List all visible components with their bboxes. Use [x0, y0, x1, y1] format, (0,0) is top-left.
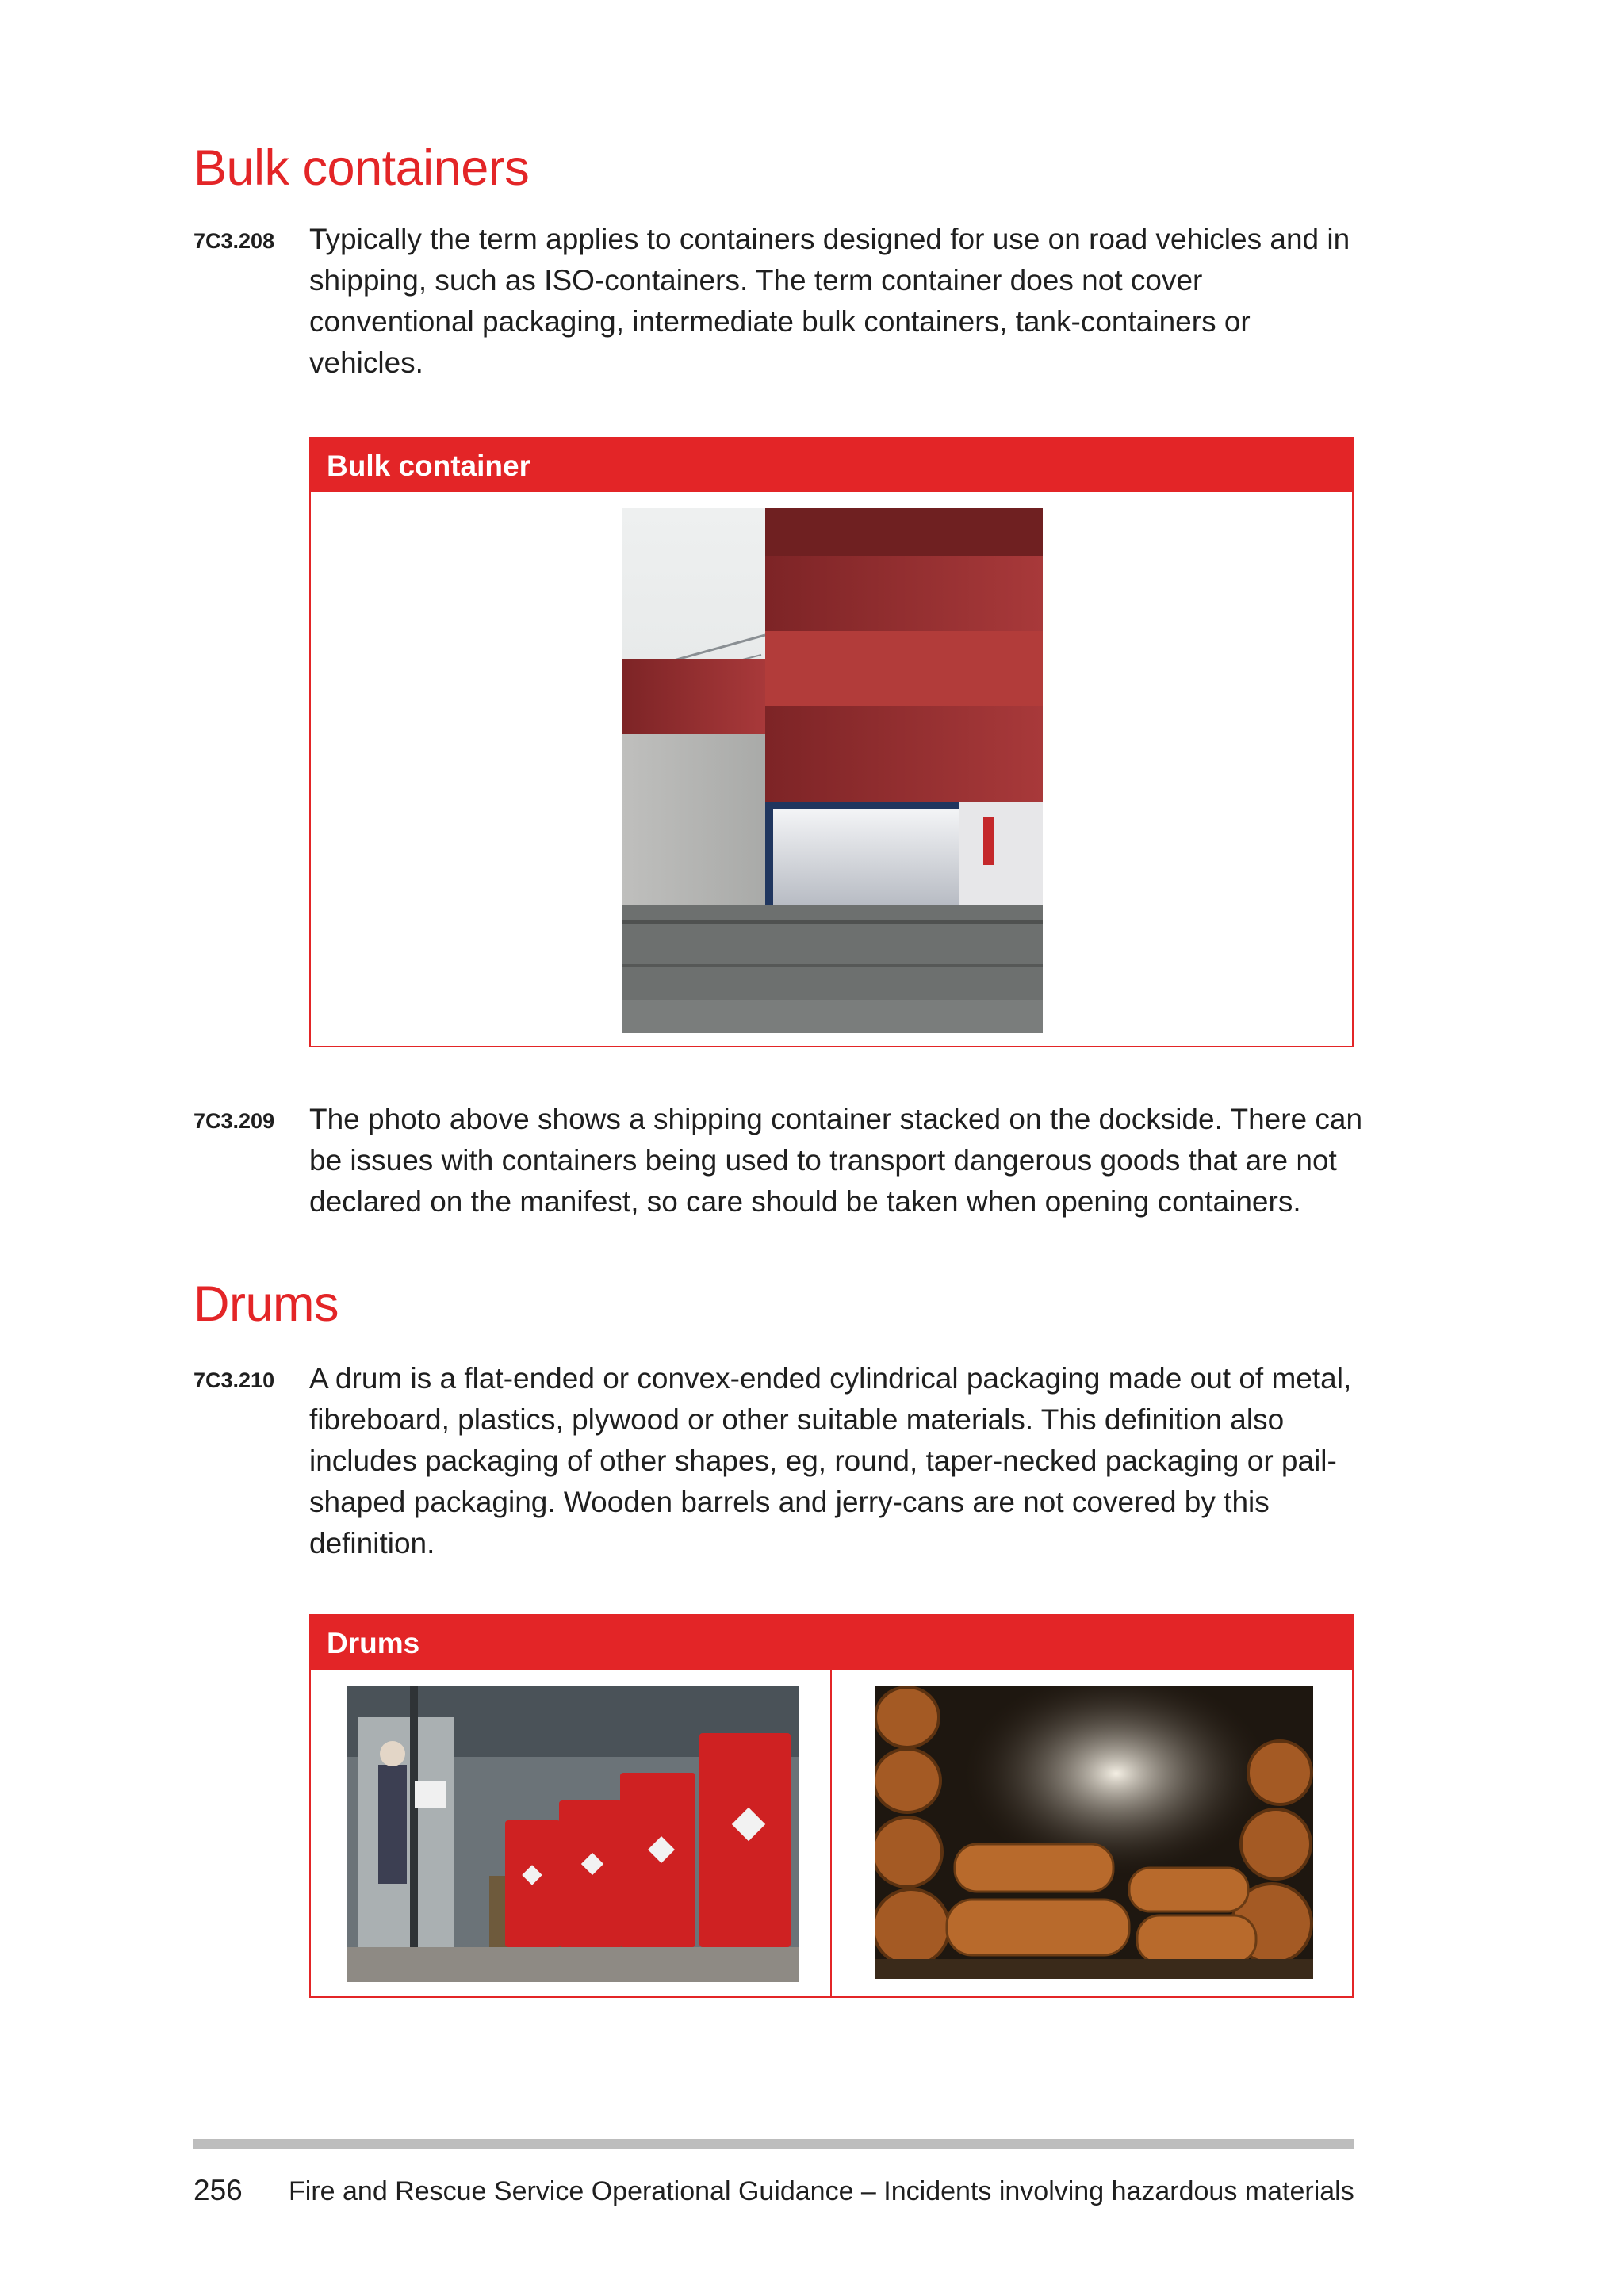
- bulk-container-photo: [622, 508, 1043, 1033]
- wooden-barrels-image: [875, 1686, 1313, 1979]
- paragraph-number: 7C3.209: [193, 1109, 275, 1133]
- footer-title: Fire and Rescue Service Operational Guidance – Incidents involving hazardous materials: [289, 2176, 1354, 2206]
- paragraph-text: A drum is a flat-ended or convex-ended cylindrical packaging made out of metal, fibreboard, plastics, plywood or other suitable materials. This definition also includes packaging of other shapes, eg, round, taper-necked packaging or pail-shaped packaging. Wooden barrels and jerry-cans are not covered by this definition.: [309, 1362, 1352, 1559]
- footer-rule: [193, 2139, 1354, 2149]
- paragraph-7c3-209: [193, 1099, 1364, 1234]
- wooden-barrels-photo: [875, 1686, 1313, 1979]
- figure-caption: Drums: [309, 1614, 1354, 1670]
- figure-bulk-container: [309, 437, 1354, 1047]
- steel-drums-image: [347, 1686, 799, 1982]
- container-stack-image: [622, 508, 1043, 1033]
- figure-drums: [309, 1614, 1354, 1998]
- section-heading-drums: Drums: [193, 1276, 339, 1332]
- paragraph-text: Typically the term applies to containers designed for use on road vehicles and in shipping, such as ISO-containers. The term container does not cover conventional packaging, intermediate bulk containers, tank-containers or vehicles.: [309, 223, 1350, 379]
- page-number: 256: [193, 2174, 243, 2206]
- section-heading-bulk-containers: Bulk containers: [193, 140, 530, 196]
- paragraph-7c3-208: [193, 219, 1364, 393]
- paragraph-number: 7C3.208: [193, 229, 275, 253]
- steel-drums-photo: [347, 1686, 799, 1982]
- figure-caption: Bulk container: [309, 437, 1354, 492]
- figure-divider: [830, 1670, 832, 1996]
- paragraph-7c3-210: [193, 1358, 1364, 1576]
- paragraph-number: 7C3.210: [193, 1368, 275, 1392]
- paragraph-text: The photo above shows a shipping container stacked on the dockside. There can be issues with containers being used to transport dangerous goods that are not declared on the manifest, so care should be taken when opening containers.: [309, 1103, 1363, 1218]
